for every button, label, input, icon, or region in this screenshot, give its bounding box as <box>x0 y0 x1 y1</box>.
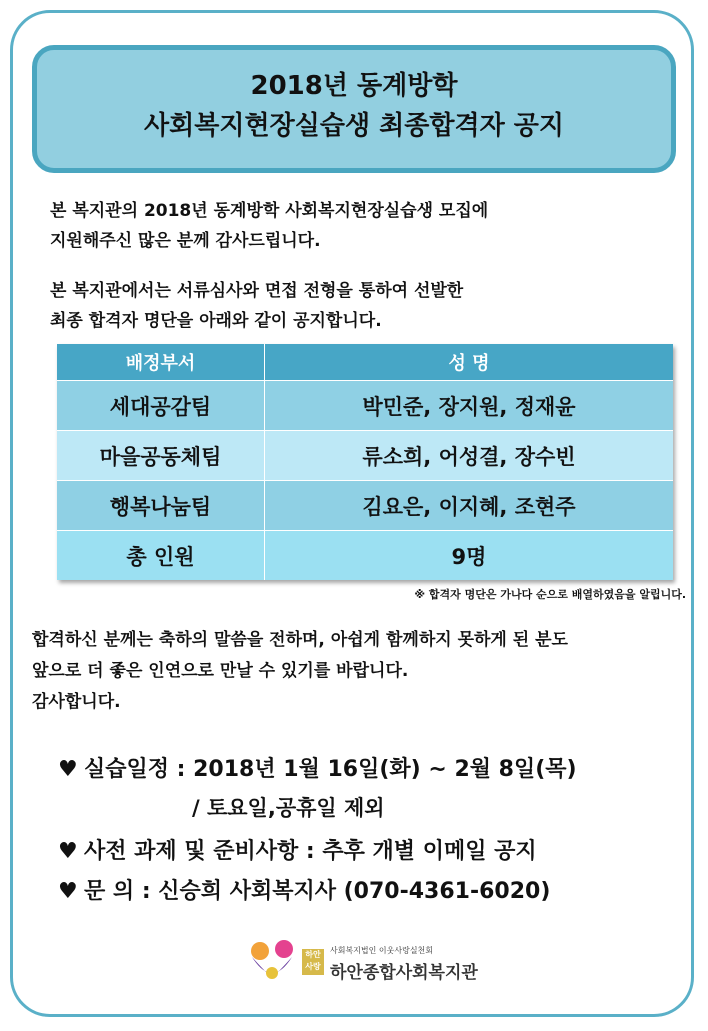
logo-stamp: 하안 사랑 <box>302 949 324 975</box>
intro-p2-line1: 본 복지관에서는 서류심사와 면접 전형을 통하여 선발한 <box>50 281 464 301</box>
title-banner <box>32 45 676 173</box>
heart-icon: ♥ <box>58 879 78 904</box>
results-table <box>57 344 673 580</box>
intro-p2-line2: 최종 합격자 명단을 아래와 같이 공지합니다. <box>50 311 382 331</box>
schedule-sub: / 토요일,공휴일 제외 <box>192 796 385 820</box>
congrats-line2: 앞으로 더 좋은 인연으로 만날 수 있기를 바랍니다. <box>32 661 409 681</box>
logo-subtitle: 사회복지법인 이웃사랑실천회 <box>330 946 434 955</box>
logo-name: 하안종합사회복지관 <box>330 963 478 983</box>
table-note: ※ 합격자 명단은 가나다 순으로 배열하였음을 알립니다. <box>414 588 686 601</box>
schedule-text: 실습일정 : 2018년 1월 16일(화) ~ 2월 8일(목) <box>84 757 577 782</box>
header-name: 성 명 <box>265 344 674 381</box>
contact-item <box>58 874 550 905</box>
title-line-2: 사회복지현장실습생 최종합격자 공지 <box>144 111 564 141</box>
tasks-item <box>58 834 537 865</box>
table-row <box>57 481 673 531</box>
intro-p1-line2: 지원해주신 많은 분께 감사드립니다. <box>50 231 321 251</box>
cell-total-label: 총 인원 <box>57 531 265 581</box>
table-row <box>57 431 673 481</box>
cell-total-value: 9명 <box>265 531 674 581</box>
cell-names: 류소희, 어성결, 장수빈 <box>265 431 674 481</box>
schedule-item <box>58 752 577 783</box>
table-row <box>57 381 673 431</box>
table-header-row <box>57 344 673 381</box>
contact-text: 문 의 : 신승희 사회복지사 (070-4361-6020) <box>84 879 551 904</box>
header-department: 배정부서 <box>57 344 265 381</box>
cell-names: 박민준, 장지원, 정재윤 <box>265 381 674 431</box>
cell-department: 세대공감팀 <box>57 381 265 431</box>
congrats-line1: 합격하신 분께는 축하의 말씀을 전하며, 아쉽게 함께하지 못하게 된 분도 <box>32 630 568 650</box>
congrats-paragraph <box>32 625 568 718</box>
title-line-1: 2018년 동계방학 <box>250 71 458 101</box>
cell-names: 김요은, 이지혜, 조현주 <box>265 481 674 531</box>
intro-paragraph-2 <box>50 276 463 336</box>
congrats-line3: 감사합니다. <box>32 692 121 712</box>
heart-icon: ♥ <box>58 839 78 864</box>
intro-paragraph-1 <box>50 196 488 256</box>
table-row-total <box>57 531 673 581</box>
heart-icon: ♥ <box>58 757 78 782</box>
cell-department: 행복나눔팀 <box>57 481 265 531</box>
cell-department: 마을공동체팀 <box>57 431 265 481</box>
tasks-text: 사전 과제 및 준비사항 : 추후 개별 이메일 공지 <box>84 839 537 864</box>
intro-p1-line1: 본 복지관의 2018년 동계방학 사회복지현장실습생 모집에 <box>50 201 489 221</box>
